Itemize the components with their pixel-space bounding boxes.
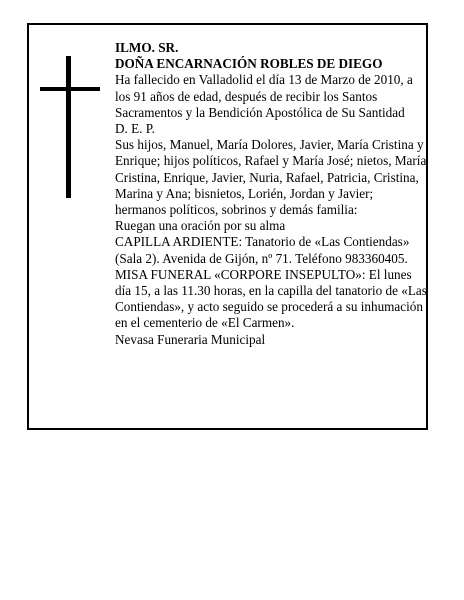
notice-body bbox=[115, 40, 427, 348]
prayer-request: Ruegan una oración por su alma bbox=[115, 218, 286, 234]
obituary-notice bbox=[27, 23, 428, 430]
funeral-mass-info: MISA FUNERAL «CORPORE INSEPULTO»: El lunes día 15, a las 11.30 horas, en la capilla del tanatorio de «Las Contiendas», y acto seguido se procederá a su inhumación en el cementerio de «El Carmen». bbox=[115, 266, 427, 331]
chapel-info: CAPILLA ARDIENTE: Tanatorio de «Las Contiendas» (Sala 2). Avenida de Gijón, nº 71. Teléfono 983360405. bbox=[115, 234, 410, 266]
funeral-home: Nevasa Funeraria Municipal bbox=[115, 331, 266, 347]
family-list: Sus hijos, Manuel, María Dolores, Javier, María Cristina y Enrique; hijos políticos, Rafael y María José; nietos, María Cristina, Enrique, Javier, Nuria, Rafael, Patricia, Cristina, Marina y Ana; bisnietos, Lorién, Jordan y Javier; hermanos políticos, sobrinos y demás familia: bbox=[115, 137, 427, 218]
dep-line: D. E. P. bbox=[115, 121, 155, 137]
honorific: ILMO. SR. bbox=[115, 40, 179, 55]
cross-icon bbox=[40, 56, 100, 198]
deceased-name: DOÑA ENCARNACIÓN ROBLES DE DIEGO bbox=[115, 56, 383, 72]
death-announcement: Ha fallecido en Valladolid el día 13 de Marzo de 2010, a los 91 años de edad, después de recibir los Santos Sacramentos y la Bendición Apostólica de Su Santidad bbox=[115, 72, 413, 120]
